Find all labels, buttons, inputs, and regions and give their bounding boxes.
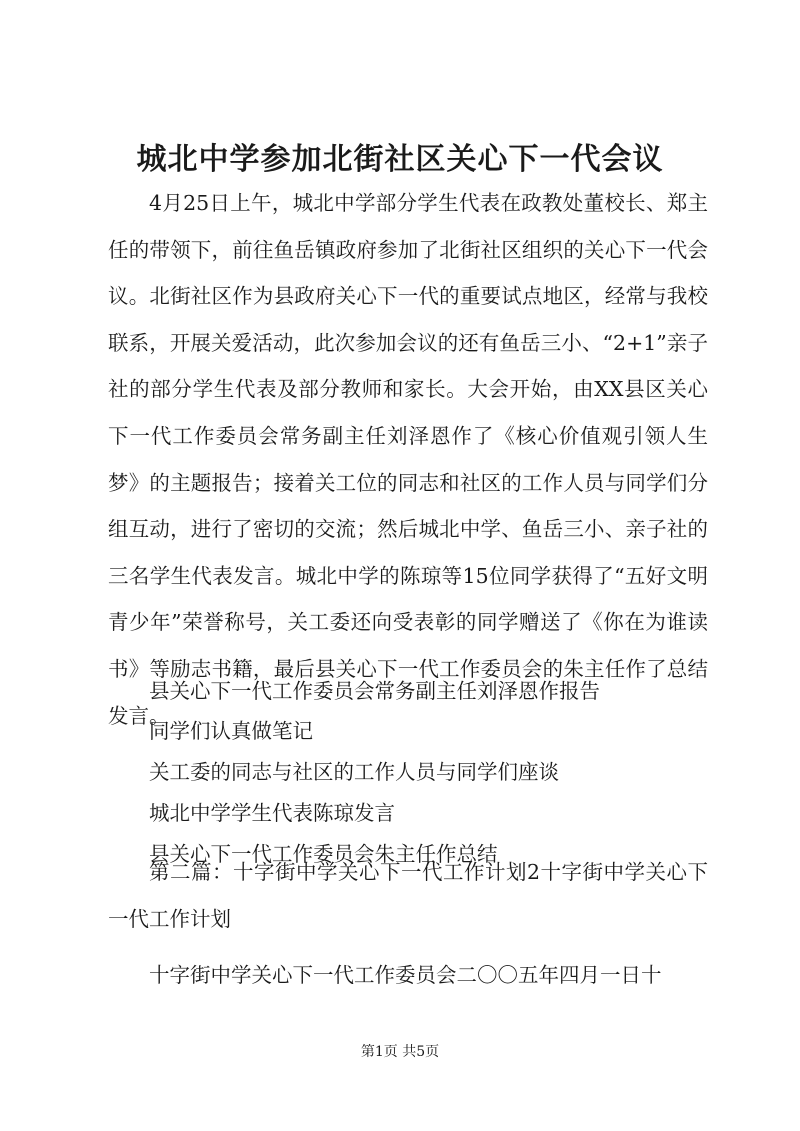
photo-caption-4: 城北中学学生代表陈琼发言	[149, 801, 395, 825]
document-title: 城北中学参加北街社区关心下一代会议	[136, 142, 664, 177]
signature-line: 十字街中学关心下一代工作委员会二〇〇五年四月一日十	[149, 963, 662, 987]
photo-caption-3: 关工委的同志与社区的工作人员与同学们座谈	[149, 760, 559, 784]
photo-caption-5: 县关心下一代工作委员会朱主任作总结	[149, 842, 498, 866]
photo-caption-1: 县关心下一代工作委员会常务副主任刘泽恩作报告	[149, 679, 600, 703]
photo-caption-2: 同学们认真做笔记	[149, 719, 313, 743]
body-paragraph: 4月25日上午，城北中学部分学生代表在政教处董校长、郑主任的带领下，前往鱼岳镇政府参加了北街社区组织的关心下一代会议。北街社区作为县政府关心下一代的重要试点地区，经常与我校联系，开展关爱活动，此次参加会议的还有鱼岳三小、“2+1”亲子社的部分学生代表及部分教师和家长。大会开始，由XX县区关心下一代工作委员会常务副主任刘泽恩作了《核心价值观引领人生梦》的主题报告；接着关工位的同志和社区的工作人员与同学们分组互动，进行了密切的交流；然后城北中学、鱼岳三小、亲子社的三名学生代表发言。城北中学的陈琼等15位同学获得了“五好文明青少年”荣誉称号，关工委还向受表彰的同学赠送了《你在为谁读书》等励志书籍，最后县关心下一代工作委员会的朱主任作了总结发言。	[108, 191, 708, 728]
section-heading: 第二篇：十字街中学关心下一代工作计划2十字街中学关心下一代工作计划	[108, 860, 708, 931]
page-footer: 第1页 共5页	[360, 1044, 440, 1060]
